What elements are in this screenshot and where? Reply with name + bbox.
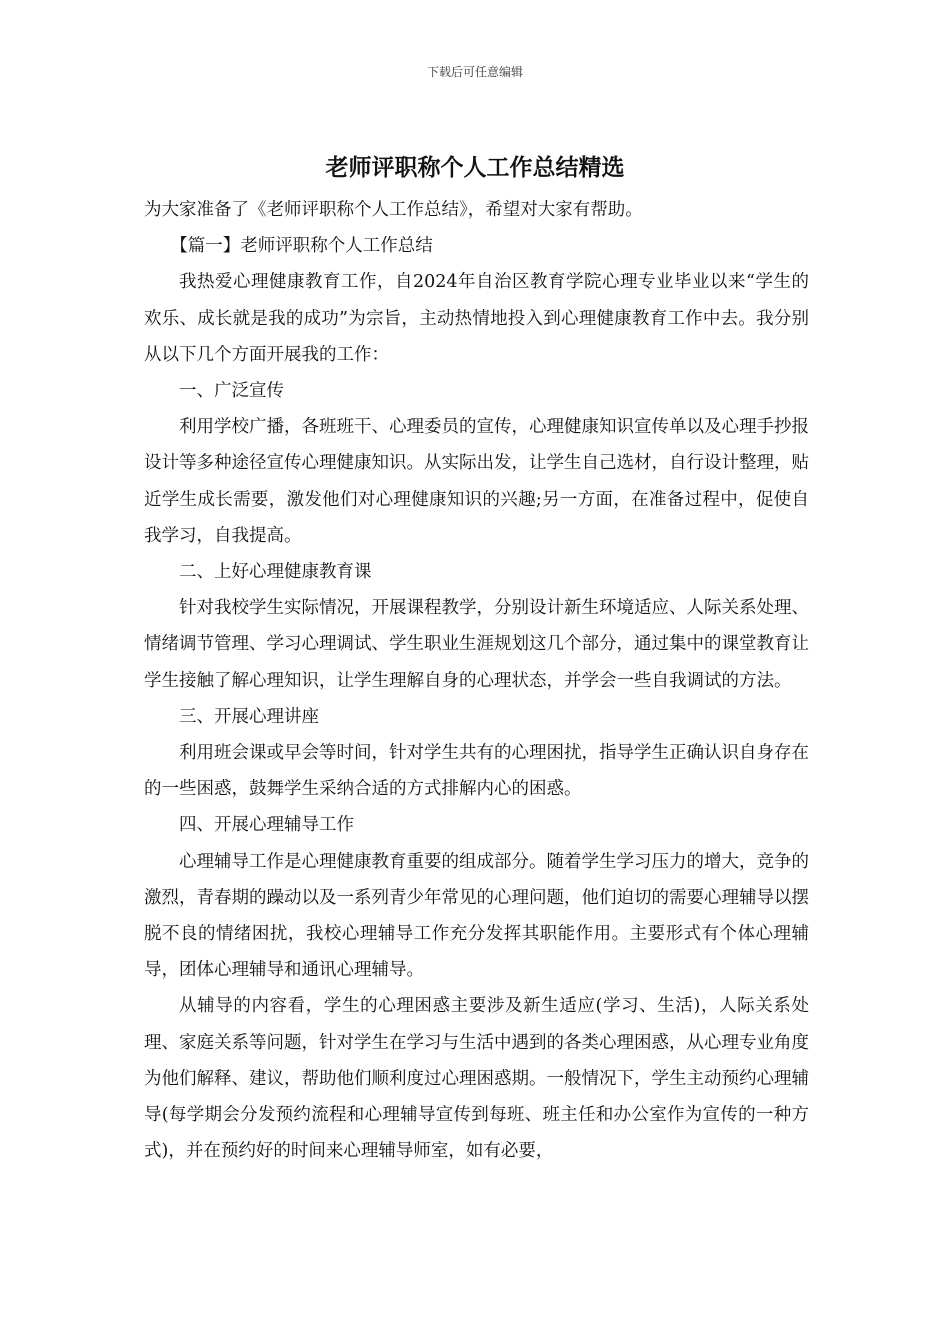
- subheading-4: 四、开展心理辅导工作: [179, 815, 354, 836]
- body-paragraph: 从辅导的内容看，学生的心理困惑主要涉及新生适应(学习、生活)，人际关系处理、家庭关系等问题，针对学生在学习与生活中遇到的各类心理困惑，从心理专业角度为他们解释、建议，帮助他们顺利度过心理困惑期。一般情况下，学生主动预约心理辅导(每学期会分发预约流程和心理辅导宣传到每班、班主任和办公室作为宣传的一种方式)，并在预约好的时间来心理辅导师室，如有必要，: [144, 996, 809, 1162]
- subheading-3: 三、开展心理讲座: [179, 706, 319, 727]
- body-paragraph: 针对我校学生实际情况，开展课程教学，分别设计新生环境适应、人际关系处理、情绪调节管理、学习心理调试、学生职业生涯规划这几个部分，通过集中的课堂教育让学生接触了解心理知识，让学生理解自身的心理状态，并学会一些自我调试的方法。: [144, 598, 809, 691]
- subheading-1: 一、广泛宣传: [179, 381, 284, 402]
- body-paragraph: 我热爱心理健康教育工作，自2024年自治区教育学院心理专业毕业以来“学生的欢乐、成长就是我的成功”为宗旨，主动热情地投入到心理健康教育工作中去。我分别从以下几个方面开展我的工作：: [144, 272, 809, 365]
- subheading-2: 二、上好心理健康教育课: [179, 562, 372, 583]
- body-paragraph: 利用班会课或早会等时间，针对学生共有的心理困扰，指导学生正确认识自身存在的一些困惑，鼓舞学生采纳合适的方式排解内心的困惑。: [144, 743, 809, 800]
- document-title: 老师评职称个人工作总结精选: [325, 155, 625, 181]
- body-paragraph: 心理辅导工作是心理健康教育重要的组成部分。随着学生学习压力的增大，竞争的激烈，青春期的躁动以及一系列青少年常见的心理问题，他们迫切的需要心理辅导以摆脱不良的情绪困扰，我校心理辅导工作充分发挥其职能作用。主要形式有个体心理辅导，团体心理辅导和通讯心理辅导。: [144, 851, 809, 981]
- page-header: 下载后可任意编辑: [426, 65, 523, 79]
- intro-paragraph: 为大家准备了《老师评职称个人工作总结》，希望对大家有帮助。: [144, 200, 643, 220]
- document-body: [144, 192, 809, 1169]
- body-paragraph: 利用学校广播，各班班干、心理委员的宣传，心理健康知识宣传单以及心理手抄报设计等多种途径宣传心理健康知识。从实际出发，让学生自己选材，自行设计整理，贴近学生成长需要，激发他们对心理健康知识的兴趣;另一方面，在准备过程中，促使自我学习，自我提高。: [144, 417, 809, 546]
- section-heading: 【篇一】老师评职称个人工作总结: [170, 236, 433, 257]
